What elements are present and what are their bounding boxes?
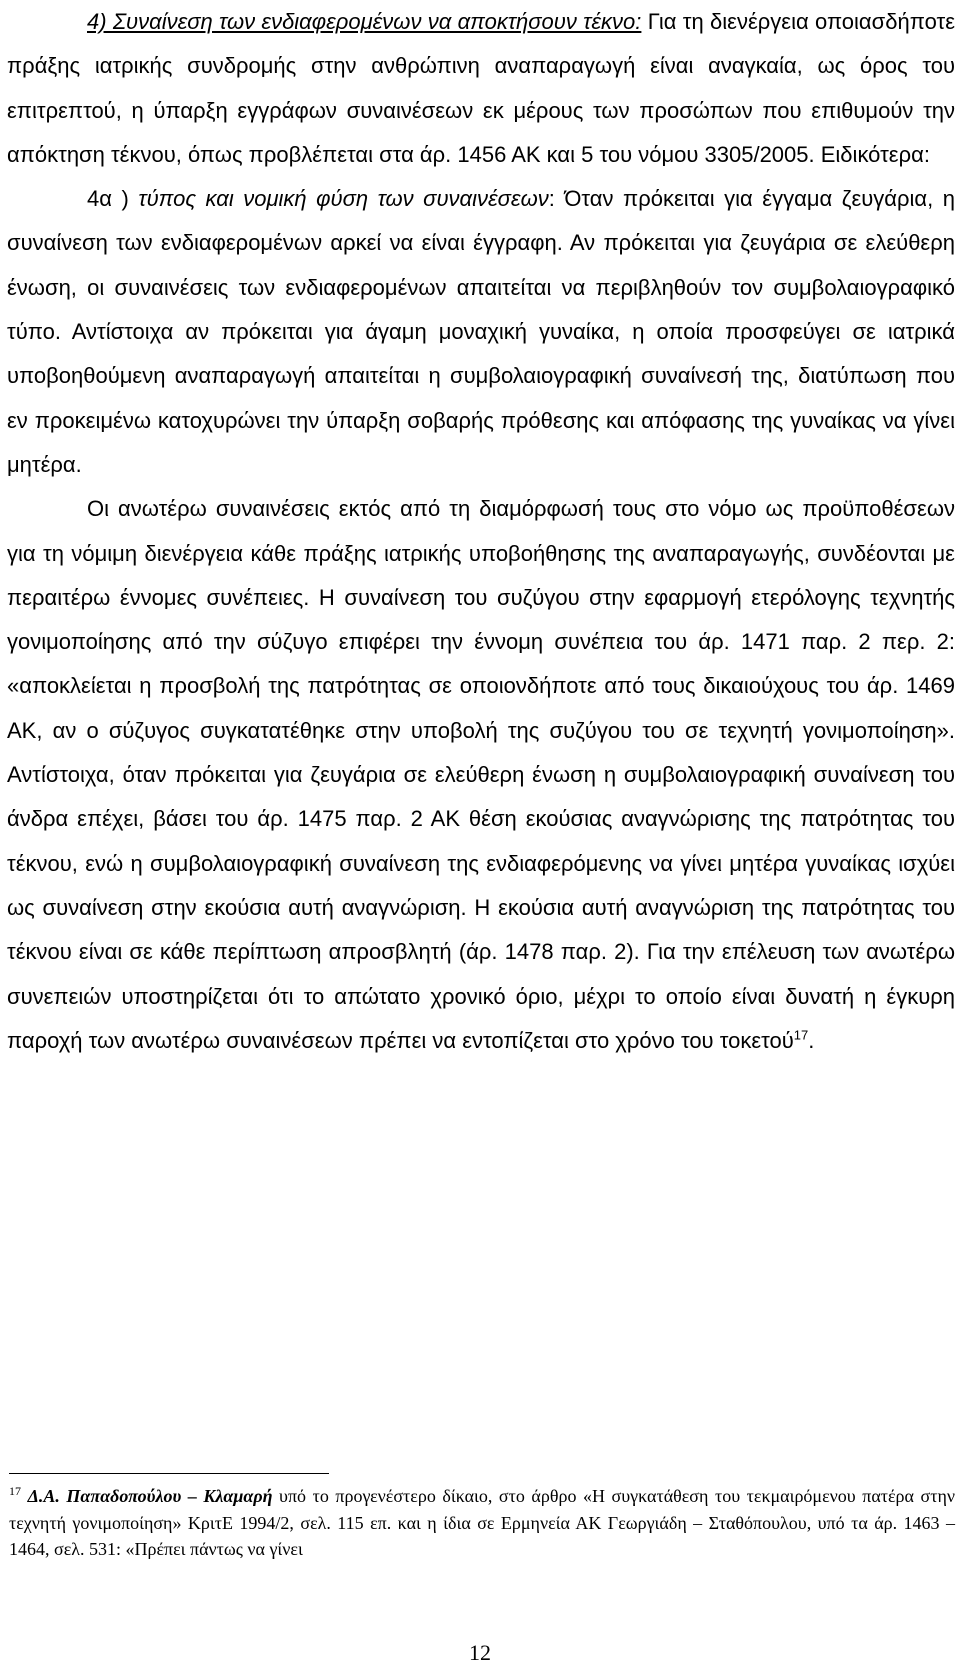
footnote-separator (9, 1473, 329, 1474)
subsection-text: : Όταν πρόκειται για έγγαμα ζευγάρια, η συναίνεση των ενδιαφερομένων αρκεί να είναι έγγραφη. Αν πρόκειται για ζευγάρια σε ελεύθερη ένωση, οι συναινέσεις των ενδιαφερομένων απαιτείται να περιβληθούν τον συμβολαιογραφικό τύπο. Αντίστοιχα αν πρόκειται για άγαμη μοναχική γυναίκα, η οποία προσφεύγει σε ιατρικά υποβοηθούμενη αναπαραγωγή απαιτείται η συμβολαιογραφική συναίνεσή της, διατύπωση που εν προκειμένω κατοχυρώνει την ύπαρξη σοβαρής πρόθεσης και απόφασης της γυναίκας να γίνει μητέρα. (7, 186, 955, 477)
section-4-paragraph (7, 0, 955, 177)
footnote-text: υπό το προγενέστερο δίκαιο, στο άρθρο «Η συγκατάθεση του τεκμαιρόμενου πατέρα στην τεχνητή γονιμοποίηση» ΚριτΕ 1994/2, σελ. 115 επ. και η ίδια σε Ερμηνεία ΑΚ Γεωργιάδη – Σταθόπουλου, υπό τα άρ. 1463 – 1464, σελ. 531: «Πρέπει πάντως να γίνει (9, 1486, 956, 1559)
consequences-text: Οι ανωτέρω συναινέσεις εκτός από τη διαμόρφωσή τους στο νόμο ως προϋποθέσεων για τη νόμιμη διενέργεια κάθε πράξης ιατρικής υποβοήθησης της αναπαραγωγής, συνδέονται με περαιτέρω έννομες συνέπειες. Η συναίνεση του συζύγου στην εφαρμογή ετερόλογης τεχνητής γονιμοποίησης από την σύζυγο επιφέρει την έννομη συνέπεια του άρ. 1471 παρ. 2 περ. 2: «αποκλείεται η προσβολή της πατρότητας σε οποιονδήποτε από τους δικαιούχους του άρ. 1469 ΑΚ, αν ο σύζυγος συγκατατέθηκε στην υποβολή της συζύγου του σε τεχνητή γονιμοποίηση». Αντίστοιχα, όταν πρόκειται για ζευγάρια σε ελεύθερη ένωση η συμβολαιογραφική συναίνεση του άνδρα επέχει, βάσει του άρ. 1475 παρ. 2 ΑΚ θέση εκούσιας αναγνώρισης της πατρότητας του τέκνου, ενώ η συμβολαιογραφική συναίνεση της ενδιαφερόμενης να γίνει μητέρα γυναίκας ισχύει ως συναίνεση στην εκούσια αυτή αναγνώριση. Η εκούσια αυτή αναγνώριση της πατρότητας του τέκνου είναι σε κάθε περίπτωση απροσβλητή (άρ. 1478 παρ. 2). Για την επέλευση των ανωτέρω συνεπειών υποστηρίζεται ότι το απώτατο χρονικό όριο, μέχρι το οποίο είναι δυνατή η έγκυρη παροχή των ανωτέρω συναινέσεων πρέπει να εντοπίζεται στο χρόνο του τοκετού (7, 496, 955, 1053)
page-number: 12 (469, 1640, 491, 1665)
subsection-label: τύπος και νομική φύση των συναινέσεων (138, 186, 549, 212)
consequences-end: . (808, 1027, 815, 1053)
footnote-17 (9, 1483, 955, 1563)
consequences-paragraph (7, 487, 955, 1063)
section-intro: Για τη διενέργεια οποιασδήποτε πράξης ιατρικής συνδρομής στην ανθρώπινη αναπαραγωγή είναι αναγκαία, ως όρος του επιτρεπτού, η ύπαρξη εγγράφων συναινέσεων εκ μέρους των προσώπων που επιθυμούν την απόκτηση τέκνου, όπως προβλέπεται στα άρ. 1456 ΑΚ και 5 του νόμου 3305/2005. Ειδικότερα: (7, 9, 955, 167)
footnote-reference[interactable]: 17 (793, 1027, 809, 1043)
footnote-author: Δ.Α. Παπαδοπούλου – Κλαμαρή (27, 1486, 273, 1506)
subsection-4a-paragraph (7, 177, 955, 487)
main-text (7, 0, 955, 1063)
section-heading: 4) Συναίνεση των ενδιαφερομένων να αποκτήσουν τέκνο: (87, 9, 642, 34)
subsection-label-prefix: 4α ) (87, 186, 139, 212)
footnote-number: 17 (9, 1484, 21, 1498)
